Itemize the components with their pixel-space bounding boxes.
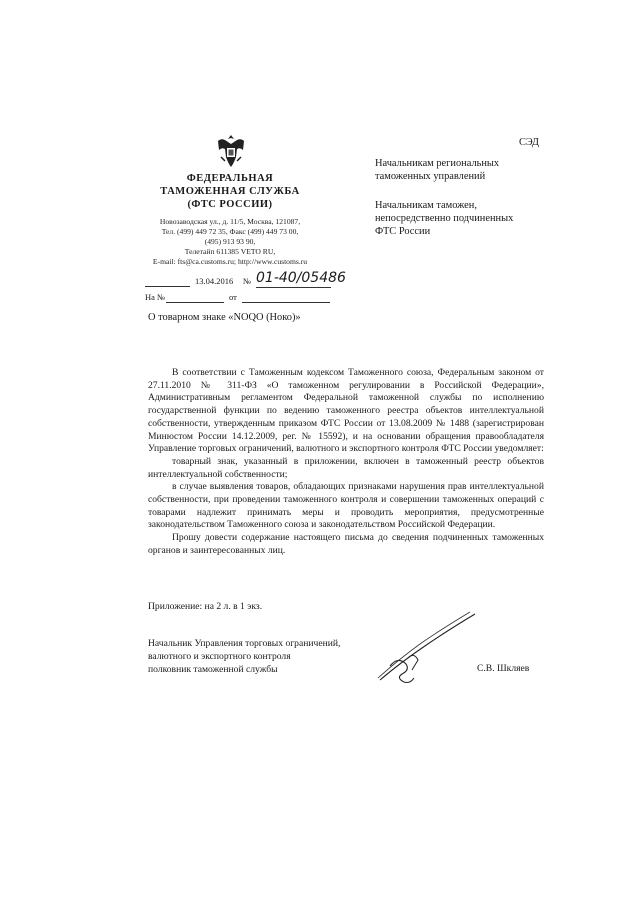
signature-title-line2: валютного и экспортного контроля [148, 651, 291, 662]
ref-date-underline [242, 302, 330, 303]
org-address-line4: Телетайп 611385 VETO RU, [184, 247, 276, 256]
body-paragraph-4: Прошу довести содержание настоящего письма до сведения подчиненных таможенных органов и заинтересованных лиц. [148, 532, 544, 556]
sed-mark: СЭД [519, 137, 540, 148]
handwritten-signature [370, 608, 480, 688]
signature-title-line1: Начальник Управления торговых ограничений, [148, 638, 341, 649]
number-underline [256, 287, 331, 288]
org-address-line2: Тел. (499) 449 72 35, Факс (499) 449 73 00, [161, 227, 299, 236]
reg-number-label: № [243, 276, 252, 286]
ref-number-underline [166, 302, 224, 303]
org-email: E-mail: fts@ca.customs.ru; http://www.customs.ru [152, 257, 308, 266]
org-address-line3: (495) 913 93 90, [204, 237, 256, 246]
recipient-group1-line2: таможенных управлений [375, 171, 486, 182]
org-name-line2: ТАМОЖЕННАЯ СЛУЖБА [160, 186, 300, 197]
signature-block [148, 637, 340, 676]
ref-from-label: от [229, 292, 237, 302]
date-underline [145, 286, 190, 287]
recipient-group2-line3: ФТС России [375, 226, 431, 237]
coat-of-arms-emblem-icon [212, 131, 250, 171]
signatory-name: С.В. Шкляев [477, 663, 530, 674]
recipient-group2-line2: непосредственно подчиненных [375, 213, 514, 224]
recipient-group1-line1: Начальникам региональных [375, 158, 500, 169]
recipient-group2-line1: Начальникам таможен, [375, 200, 477, 211]
subject: О товарном знаке «NOQO (Ноко)» [148, 312, 301, 323]
letter-body [148, 367, 544, 558]
reg-number-handwritten: 01-40/05486 [256, 270, 346, 286]
org-name-line3: (ФТС РОССИИ) [187, 199, 273, 210]
org-address-line1: Новозаводская ул., д. 11/5, Москва, 121087, [159, 217, 301, 226]
body-paragraph-3: в случае выявления товаров, обладающих признаками нарушения прав интеллектуальной собственности, при проведении таможенного контроля и совершении таможенных операций с товарами надлежит принимать меры и проводить мероприятия, предусмотренные законодательством Таможенного союза и законодательством Российской Федерации. [148, 481, 544, 531]
org-name-line1: ФЕДЕРАЛЬНАЯ [186, 173, 274, 184]
body-paragraph-2: товарный знак, указанный в приложении, включен в таможенный реестр объектов интеллектуальной собственности; [148, 455, 544, 480]
reg-date: 13.04.2016 [195, 276, 234, 286]
signature-title-line3: полковник таможенной службы [148, 664, 278, 675]
body-paragraph-1: В соответствии с Таможенным кодексом Таможенного союза, Федеральным законом от 27.11.2010 № 311-ФЗ «О таможенном регулировании в Российской Федерации», Административным регламентом Федеральной таможенной службы по исполнению государственной функции по ведению таможенного реестра объектов интеллектуальной собственности, утвержденным приказом ФТС России от 13.08.2009 № 1488 (зарегистрирован Минюстом России 14.12.2009, рег. № 15592), и на основании обращения правообладателя Управление торговых ограничений, валютного и экспортного контроля ФТС России уведомляет: [148, 367, 544, 455]
ref-number-label: На № [145, 292, 166, 302]
attachment-note: Приложение: на 2 л. в 1 экз. [148, 601, 263, 612]
